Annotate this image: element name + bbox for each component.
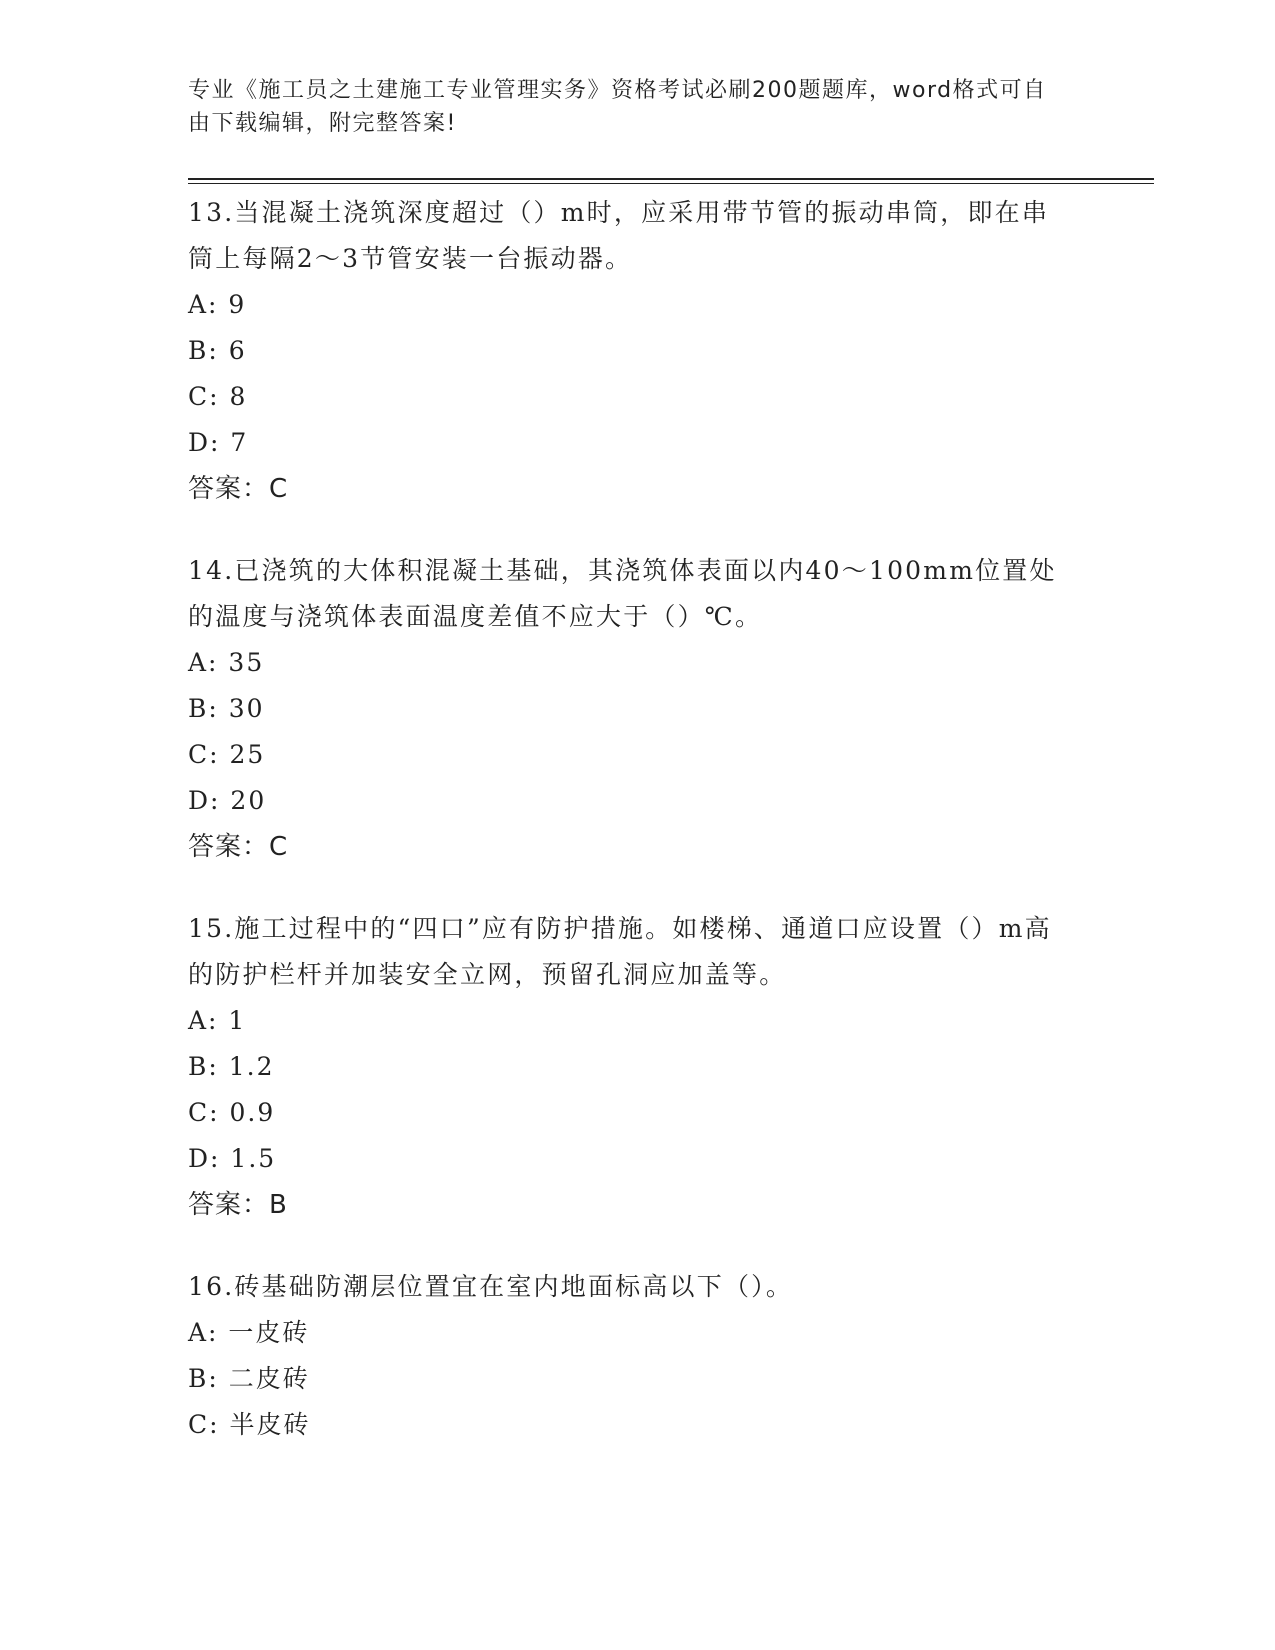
option-d: D: 20	[188, 786, 267, 815]
answer: 答案：B	[188, 1190, 288, 1220]
question-stem: 16.砖基础防潮层位置宜在室内地面标高以下（）。	[188, 1272, 794, 1301]
question-16	[188, 1264, 1088, 1448]
option-b: B: 30	[188, 694, 265, 723]
option-b: B: 1.2	[188, 1052, 275, 1081]
question-14	[188, 548, 1088, 870]
option-c: C: 半皮砖	[188, 1410, 311, 1439]
answer: 答案：C	[188, 832, 289, 862]
option-a: A: 9	[188, 290, 247, 319]
header-divider-thin	[188, 183, 1154, 184]
option-c: C: 8	[188, 382, 248, 411]
option-a: A: 一皮砖	[188, 1318, 310, 1347]
option-b: B: 6	[188, 336, 247, 365]
option-a: A: 35	[188, 648, 265, 677]
option-d: D: 1.5	[188, 1144, 277, 1173]
header-divider-thick	[188, 178, 1154, 180]
document-header: 专业《施工员之土建施工专业管理实务》资格考试必刷200题题库，word格式可自由下载编辑，附完整答案!	[188, 78, 1047, 136]
question-stem: 15.施工过程中的“四口”应有防护措施。如楼梯、通道口应设置（）m高的防护栏杆并加装安全立网，预留孔洞应加盖等。	[188, 914, 1052, 989]
question-13	[188, 190, 1088, 512]
answer: 答案：C	[188, 474, 289, 504]
question-stem: 14.已浇筑的大体积混凝土基础，其浇筑体表面以内40～100mm位置处的温度与浇筑体表面温度差值不应大于（）℃。	[188, 556, 1057, 631]
option-b: B: 二皮砖	[188, 1364, 310, 1393]
option-d: D: 7	[188, 428, 249, 457]
question-stem: 13.当混凝土浇筑深度超过（）m时，应采用带节管的振动串筒，即在串筒上每隔2～3节管安装一台振动器。	[188, 198, 1050, 273]
question-15	[188, 906, 1088, 1228]
question-list	[188, 190, 1088, 1484]
option-a: A: 1	[188, 1006, 247, 1035]
option-c: C: 0.9	[188, 1098, 276, 1127]
option-c: C: 25	[188, 740, 266, 769]
